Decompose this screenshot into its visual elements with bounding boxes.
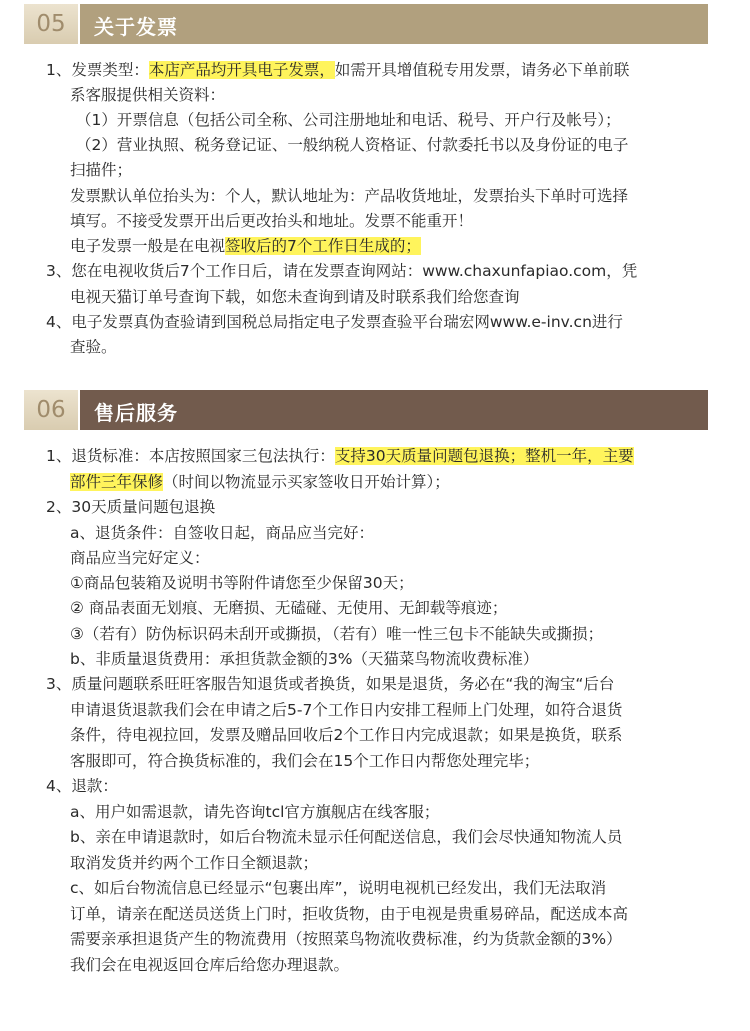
text-segment: 1、退货标准：本店按照国家三包法执行： bbox=[46, 447, 335, 465]
text-line bbox=[70, 597, 507, 619]
text-line bbox=[70, 572, 414, 594]
text-line bbox=[70, 826, 622, 848]
text-line bbox=[70, 724, 622, 746]
text-line bbox=[70, 522, 374, 544]
text-line bbox=[70, 954, 349, 976]
highlighted-text: 部件三年保修 bbox=[70, 473, 164, 491]
text-segment: 3、您在电视收货后7个工作日后，请在发票查询网站：www.chaxunfapiao.com，凭 bbox=[46, 262, 638, 280]
text-segment: c、如后台物流信息已经显示“包裹出库”，说明电视机已经发出，我们无法取消 bbox=[70, 879, 607, 897]
text-segment: 系客服提供相关资料： bbox=[70, 86, 226, 104]
section-header-after-sales bbox=[24, 390, 708, 430]
text-line bbox=[70, 235, 421, 257]
text-line bbox=[46, 311, 623, 333]
text-line bbox=[70, 750, 539, 772]
text-segment: 条件，待电视拉回，发票及赠品回收后2个工作日内完成退款；如果是换货，联系 bbox=[70, 726, 623, 744]
text-segment: 客服即可，符合换货标准的，我们会在15个工作日内帮您处理完毕； bbox=[70, 752, 540, 770]
section-title-bar bbox=[80, 390, 708, 430]
text-line bbox=[70, 547, 210, 569]
text-line bbox=[70, 623, 603, 645]
text-segment: （1）开票信息（包括公司全称、公司注册地址和电话、税号、开户行及帐号）； bbox=[76, 111, 621, 129]
highlighted-text: 支持30天质量问题包退换；整机一年，主要 bbox=[334, 447, 634, 465]
text-segment: 发票默认单位抬头为：个人，默认地址为：产品收货地址，发票抬头下单时可选择 bbox=[70, 187, 629, 205]
text-segment: 取消发货并约两个工作日全额退款； bbox=[70, 854, 319, 872]
text-line bbox=[70, 648, 538, 670]
highlighted-text: 本店产品均开具电子发票， bbox=[148, 61, 335, 79]
text-segment: 1、发票类型： bbox=[46, 61, 149, 79]
text-line bbox=[46, 445, 634, 467]
section-number-box bbox=[24, 390, 78, 430]
text-line bbox=[70, 903, 628, 925]
text-line bbox=[70, 159, 132, 181]
text-segment: 填写。不接受发票开出后更改抬头和地址。发票不能重开！ bbox=[70, 212, 474, 230]
text-line bbox=[46, 673, 614, 695]
text-line bbox=[46, 59, 629, 81]
text-segment: 需要亲承担退货产生的物流费用（按照菜鸟物流收费标准，约为货款金额的3%） bbox=[70, 930, 622, 948]
text-segment: ② 商品表面无划痕、无磨损、无磕碰、无使用、无卸载等痕迹； bbox=[70, 599, 508, 617]
text-line bbox=[70, 336, 117, 358]
text-segment: 2、30天质量问题包退换 bbox=[46, 498, 216, 516]
text-line bbox=[46, 260, 637, 282]
text-segment: ①商品包装箱及说明书等附件请您至少保留30天； bbox=[70, 574, 414, 592]
text-line bbox=[76, 109, 621, 131]
text-segment: ③（若有）防伪标识码未刮开或撕损，（若有）唯一性三包卡不能缺失或撕损； bbox=[70, 625, 604, 643]
text-line bbox=[46, 496, 215, 518]
text-segment: 商品应当完好定义： bbox=[70, 549, 210, 567]
text-segment: （时间以物流显示买家签收日开始计算）； bbox=[163, 473, 450, 491]
text-segment: 电子发票一般是在电视 bbox=[70, 237, 226, 255]
text-line bbox=[70, 286, 520, 308]
text-segment: 4、退款： bbox=[46, 777, 118, 795]
text-segment: 查验。 bbox=[70, 338, 117, 356]
text-line bbox=[70, 877, 606, 899]
text-segment: （2）营业执照、税务登记证、一般纳税人资格证、付款委托书以及身份证的电子 bbox=[76, 136, 629, 154]
text-line bbox=[70, 84, 225, 106]
section-title-bar bbox=[80, 4, 708, 44]
text-segment: b、非质量退货费用：承担货款金额的3%（天猫菜鸟物流收费标准） bbox=[70, 650, 539, 668]
text-line bbox=[70, 801, 439, 823]
text-line bbox=[70, 852, 318, 874]
section-title: 售后服务 bbox=[94, 401, 178, 425]
text-segment: 3、质量问题联系旺旺客服告知退货或者换货，如果是退货，务必在“我的淘宝“后台 bbox=[46, 675, 615, 693]
text-line bbox=[70, 471, 450, 493]
text-segment: 扫描件； bbox=[70, 161, 133, 179]
section-header-invoice bbox=[24, 4, 708, 44]
text-segment: 如需开具增值税专用发票，请务必下单前联 bbox=[334, 61, 630, 79]
text-segment: b、亲在申请退款时，如后台物流未显示任何配送信息，我们会尽快通知物流人员 bbox=[70, 828, 623, 846]
section-number: 06 bbox=[36, 397, 66, 423]
text-segment: 电视天猫订单号查询下载，如您未查询到请及时联系我们给您查询 bbox=[70, 288, 520, 306]
highlighted-text: 签收后的7个工作日生成的； bbox=[225, 237, 421, 255]
section-number-box bbox=[24, 4, 78, 44]
text-line bbox=[70, 185, 628, 207]
text-segment: a、用户如需退款，请先咨询tcl官方旗舰店在线客服； bbox=[70, 803, 440, 821]
text-line bbox=[46, 775, 118, 797]
text-segment: a、退货条件：自签收日起，商品应当完好： bbox=[70, 524, 374, 542]
text-line bbox=[76, 134, 628, 156]
text-line bbox=[70, 210, 473, 232]
text-segment: 申请退货退款我们会在申请之后5-7个工作日内安排工程师上门处理，如符合退货 bbox=[70, 701, 623, 719]
section-title: 关于发票 bbox=[94, 15, 178, 39]
text-segment: 4、电子发票真伪查验请到国税总局指定电子发票查验平台瑞宏网www.e-inv.cn进行 bbox=[46, 313, 623, 331]
text-segment: 我们会在电视返回仓库后给您办理退款。 bbox=[70, 956, 350, 974]
text-segment: 订单，请亲在配送员送货上门时，拒收货物，由于电视是贵重易碎品，配送成本高 bbox=[70, 905, 629, 923]
text-line bbox=[70, 928, 622, 950]
text-line bbox=[70, 699, 622, 721]
section-number: 05 bbox=[36, 11, 66, 37]
